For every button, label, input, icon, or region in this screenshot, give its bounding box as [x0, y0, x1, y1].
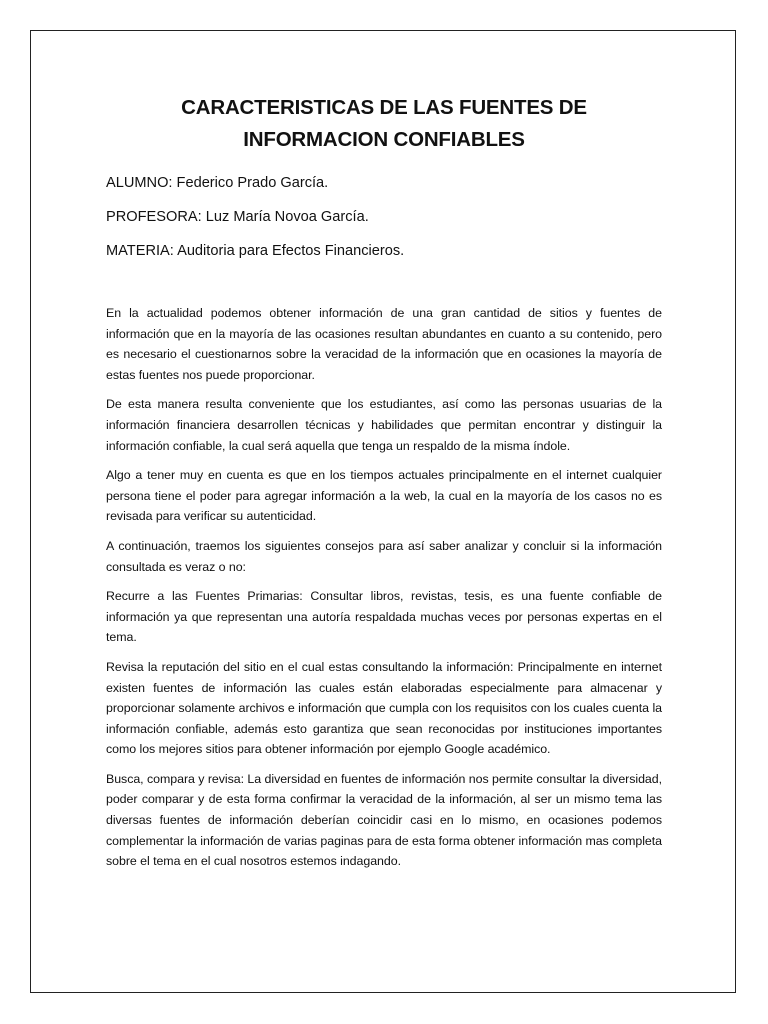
- student-line: ALUMNO: Federico Prado García.: [106, 175, 329, 191]
- paragraph-site-reputation: Revisa la reputación del sitio en el cual estas consultando la información: Principalmente en internet existen fuentes de información las cuales están elaboradas especialmente para almacenar y proporcionar solamente archivos e información que cumpla con los requisitos con los cuales cuenta la información confiable, además esto garantiza que sean reconocidas por instituciones importantes como los mejores sitios para obtener información por ejemplo Google académico.: [106, 659, 662, 757]
- paragraph-students: De esta manera resulta conveniente que los estudiantes, así como las personas usuarias de la información financiera desarrollen técnicas y habilidades que permitan encontrar y distinguir la información confiable, la cual será aquella que tenga un respaldo de la misma índole.: [106, 397, 662, 453]
- document-title: [0, 92, 768, 156]
- paragraph-intro: En la actualidad podemos obtener información de una gran cantidad de sitios y fuentes de información que en la mayoría de las ocasiones resultan abundantes en cuanto a su contenido, pero es necesario el cuestionarnos sobre la veracidad de la información que en ocasiones la mayoría de estas fuentes nos puede proporcionar.: [106, 306, 662, 382]
- paragraph-advice-intro: A continuación, traemos los siguientes consejos para así saber analizar y concluir si la información consultada es veraz o no:: [106, 538, 662, 574]
- teacher-line: PROFESORA: Luz María Novoa García.: [106, 209, 369, 225]
- subject-line: MATERIA: Auditoria para Efectos Financieros.: [106, 243, 405, 259]
- paragraph-internet: Algo a tener muy en cuenta es que en los tiempos actuales principalmente en el internet cualquier persona tiene el poder para agregar información a la web, la cual en la mayoría de los casos no es revisada para verificar su autenticidad.: [106, 468, 662, 524]
- title-line-1: CARACTERISTICAS DE LAS FUENTES DE: [181, 96, 587, 119]
- paragraph-primary-sources: Recurre a las Fuentes Primarias: Consultar libros, revistas, tesis, es una fuente confiable de información ya que representan una autoría respaldada muchas veces por personas expertas en el tema.: [106, 589, 662, 645]
- paragraph-compare: Busca, compara y revisa: La diversidad en fuentes de información nos permite consultar la diversidad, poder comparar y de esta forma confirmar la veracidad de la información, al ser un mismo tema las diversas fuentes de información deberían coincidir casi en lo mismo, en ocasiones podemos complementar la información de varias paginas para de esta forma obtener información mas completa sobre el tema en el cual nosotros estemos indagando.: [106, 771, 662, 869]
- title-line-2: INFORMACION CONFIABLES: [243, 128, 525, 151]
- document-body: [106, 303, 662, 881]
